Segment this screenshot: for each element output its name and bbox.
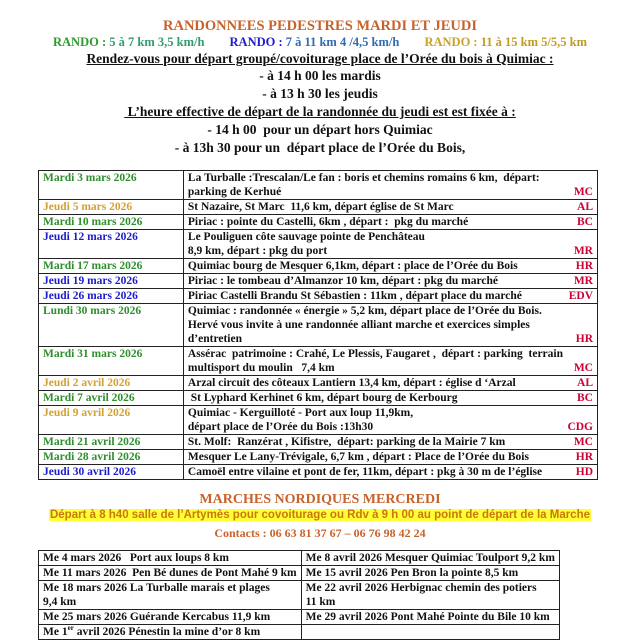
rando-description bbox=[183, 347, 597, 376]
guide-initials: HR bbox=[575, 451, 593, 463]
nordic-depart bbox=[0, 509, 640, 521]
rando-line: départ place de l’Orée du Bois :13h30 bbox=[187, 421, 374, 433]
table-row bbox=[39, 304, 598, 347]
guide-initials: MR bbox=[573, 275, 593, 287]
nordic-cell: Me 29 avril 2026 Pont Mahé Pointe du Bile 10 km bbox=[301, 610, 559, 625]
table-row bbox=[39, 376, 598, 391]
guide-initials: HR bbox=[575, 333, 593, 345]
table-row bbox=[39, 391, 598, 406]
guide-initials: MC bbox=[573, 436, 593, 448]
rando-line: St Lyphard Kerhinet 6 km, départ bourg de Kerbourg bbox=[187, 392, 458, 404]
rando-date: Mardi 21 avril 2026 bbox=[39, 435, 184, 450]
rando-schedule-table bbox=[38, 170, 598, 480]
rando-line: Quimiac bourg de Mesquer 6,1km, départ : place de l’Orée du Bois bbox=[187, 260, 518, 272]
table-row bbox=[39, 581, 560, 610]
nordic-depart-text: Départ à 8 h40 salle de l’Artymès pour covoiturage ou Rdv à 9 h 00 au point de départ de la Marche bbox=[49, 509, 591, 521]
rando-line: Camoël entre vilaine et pont de fer, 11km, départ : pkg à 30 m de l’église bbox=[187, 466, 543, 478]
rando-description bbox=[183, 200, 597, 215]
level-label: RANDO : bbox=[53, 35, 107, 49]
rando-description bbox=[183, 259, 597, 274]
rando-line: multisport du moulin 7,4 km bbox=[187, 362, 335, 374]
level-label: RANDO : bbox=[424, 35, 478, 49]
nordic-cell: Me 1er avril 2026 Pénestin la mine d’or 8 km bbox=[39, 625, 302, 640]
rando-line: Assérac patrimoine : Crahé, Le Plessis, Faugaret , départ : parking terrain bbox=[187, 348, 563, 360]
rando-date: Lundi 30 mars 2026 bbox=[39, 304, 184, 347]
nordic-title: MARCHES NORDIQUES MERCREDI bbox=[199, 492, 441, 507]
rando-date: Mardi 3 mars 2026 bbox=[39, 171, 184, 200]
nordic-cell: Me 8 avril 2026 Mesquer Quimiac Toulport 9,2 km bbox=[301, 551, 559, 566]
level-label: RANDO : bbox=[229, 35, 283, 49]
rando-description bbox=[183, 171, 597, 200]
rando-date: Mardi 28 avril 2026 bbox=[39, 450, 184, 465]
rando-description bbox=[183, 274, 597, 289]
rando-date: Jeudi 26 mars 2026 bbox=[39, 289, 184, 304]
nordic-cell: Me 22 avril 2026 Herbignac chemin des potiers 11 km bbox=[301, 581, 559, 610]
nordic-cell: Me 11 mars 2026 Pen Bé dunes de Pont Mahé 9 km bbox=[39, 566, 302, 581]
guide-initials: AL bbox=[577, 201, 593, 213]
rando-description bbox=[183, 450, 597, 465]
level-value: 11 à 15 km 5/5,5 km bbox=[480, 35, 587, 49]
rando-description bbox=[183, 391, 597, 406]
rando-description bbox=[183, 289, 597, 304]
guide-initials: MC bbox=[573, 186, 593, 198]
nordic-schedule-table bbox=[38, 550, 560, 640]
guide-initials: HD bbox=[575, 466, 593, 478]
rando-line: Piriac : pointe du Castelli, 6km , départ : pkg du marché bbox=[187, 216, 469, 228]
hors-quimiac: - 14 h 00 pour un départ hors Quimiac bbox=[207, 122, 433, 137]
table-row bbox=[39, 259, 598, 274]
guide-initials: MC bbox=[573, 362, 593, 374]
rando-date: Jeudi 5 mars 2026 bbox=[39, 200, 184, 215]
table-row bbox=[39, 171, 598, 200]
rando-line: La Turballe :Trescalan/Le fan : boris et chemins romains 6 km, départ: bbox=[187, 172, 540, 184]
table-row bbox=[39, 551, 560, 566]
rando-date: Mardi 10 mars 2026 bbox=[39, 215, 184, 230]
level-legend bbox=[0, 35, 640, 50]
rando-description bbox=[183, 376, 597, 391]
table-row bbox=[39, 200, 598, 215]
guide-initials: MR bbox=[573, 245, 593, 257]
rando-description bbox=[183, 406, 597, 435]
table-row bbox=[39, 566, 560, 581]
rando-line: Quimiac : randonnée « énergie » 5,2 km, départ place de l’Orée du Bois. bbox=[187, 305, 542, 317]
table-row bbox=[39, 406, 598, 435]
table-row bbox=[39, 610, 560, 625]
rando-line: 8,9 km, départ : pkg du port bbox=[187, 245, 328, 257]
guide-initials: BC bbox=[577, 216, 593, 228]
rando-date: Jeudi 19 mars 2026 bbox=[39, 274, 184, 289]
heure-jeudi-heading: L’heure effective de départ de la randonnée du jeudi est est fixée à : bbox=[124, 104, 516, 119]
rando-date: Jeudi 12 mars 2026 bbox=[39, 230, 184, 259]
rando-line: St Nazaire, St Marc 11,6 km, départ église de St Marc bbox=[187, 201, 454, 213]
table-row bbox=[39, 465, 598, 480]
nordic-cell: Me 25 mars 2026 Guérande Kercabus 11,9 km bbox=[39, 610, 302, 625]
rando-date: Jeudi 9 avril 2026 bbox=[39, 406, 184, 435]
rando-line: Piriac : le tombeau d’Almanzor 10 km, départ : pkg du marché bbox=[187, 275, 498, 287]
rando-date: Jeudi 30 avril 2026 bbox=[39, 465, 184, 480]
table-row bbox=[39, 347, 598, 376]
level-value: 7 à 11 km 4 /4,5 km/h bbox=[285, 35, 400, 49]
rando-line: Arzal circuit des côteaux Lantiern 13,4 km, départ : église d ‘Arzal bbox=[187, 377, 516, 389]
rando-description bbox=[183, 465, 597, 480]
nordic-cell: Me 15 avril 2026 Pen Bron la pointe 8,5 km bbox=[301, 566, 559, 581]
table-row bbox=[39, 215, 598, 230]
guide-initials: HR bbox=[575, 260, 593, 272]
rando-line: d’entretien bbox=[187, 333, 242, 345]
rdv-jeudi: - à 13 h 30 les jeudis bbox=[262, 86, 378, 101]
table-row bbox=[39, 625, 560, 640]
table-row bbox=[39, 289, 598, 304]
nordic-cell: Me 4 mars 2026 Port aux loups 8 km bbox=[39, 551, 302, 566]
rando-line: St. Molf: Ranzérat , Kifistre, départ: parking de la Mairie 7 km bbox=[187, 436, 506, 448]
rando-description bbox=[183, 304, 597, 347]
guide-initials: BC bbox=[577, 392, 593, 404]
table-row bbox=[39, 435, 598, 450]
rando-line: Le Pouliguen côte sauvage pointe de Penchâteau bbox=[187, 231, 425, 243]
place-oree: - à 13h 30 pour un départ place de l’Orée du Bois, bbox=[174, 140, 466, 155]
rando-description bbox=[183, 435, 597, 450]
rdv-mardi: - à 14 h 00 les mardis bbox=[259, 68, 381, 83]
rando-line: Piriac Castelli Brandu St Sébastien : 11km , départ place du marché bbox=[187, 290, 522, 302]
table-row bbox=[39, 450, 598, 465]
rando-line: parking de Kerhué bbox=[187, 186, 282, 198]
rando-date: Mardi 17 mars 2026 bbox=[39, 259, 184, 274]
page-title: RANDONNEES PEDESTRES MARDI ET JEUDI bbox=[163, 18, 477, 34]
rdv-heading: Rendez-vous pour départ groupé/covoiturage place de l’Orée du bois à Quimiac : bbox=[86, 51, 554, 66]
nordic-contacts: Contacts : 06 63 81 37 67 – 06 76 98 42 24 bbox=[214, 526, 426, 540]
rando-date: Jeudi 2 avril 2026 bbox=[39, 376, 184, 391]
rando-date: Mardi 31 mars 2026 bbox=[39, 347, 184, 376]
rando-description bbox=[183, 230, 597, 259]
guide-initials: EDV bbox=[568, 290, 593, 302]
rando-date: Mardi 7 avril 2026 bbox=[39, 391, 184, 406]
table-row bbox=[39, 274, 598, 289]
nordic-cell: Me 18 mars 2026 La Turballe marais et plages 9,4 km bbox=[39, 581, 302, 610]
table-row bbox=[39, 230, 598, 259]
rando-line: Mesquer Le Lany-Trévigale, 6,7 km , départ : Place de l’Orée du Bois bbox=[187, 451, 529, 463]
level-value: 5 à 7 km 3,5 km/h bbox=[109, 35, 205, 49]
rando-description bbox=[183, 215, 597, 230]
guide-initials: AL bbox=[577, 377, 593, 389]
rando-line: Quimiac - Kerguilloté - Port aux loup 11,9km, bbox=[187, 407, 414, 419]
guide-initials: CDG bbox=[567, 421, 593, 433]
rando-line: Hervé vous invite à une randonnée alliant marche et exercices simples bbox=[187, 319, 530, 331]
nordic-cell bbox=[301, 625, 559, 640]
